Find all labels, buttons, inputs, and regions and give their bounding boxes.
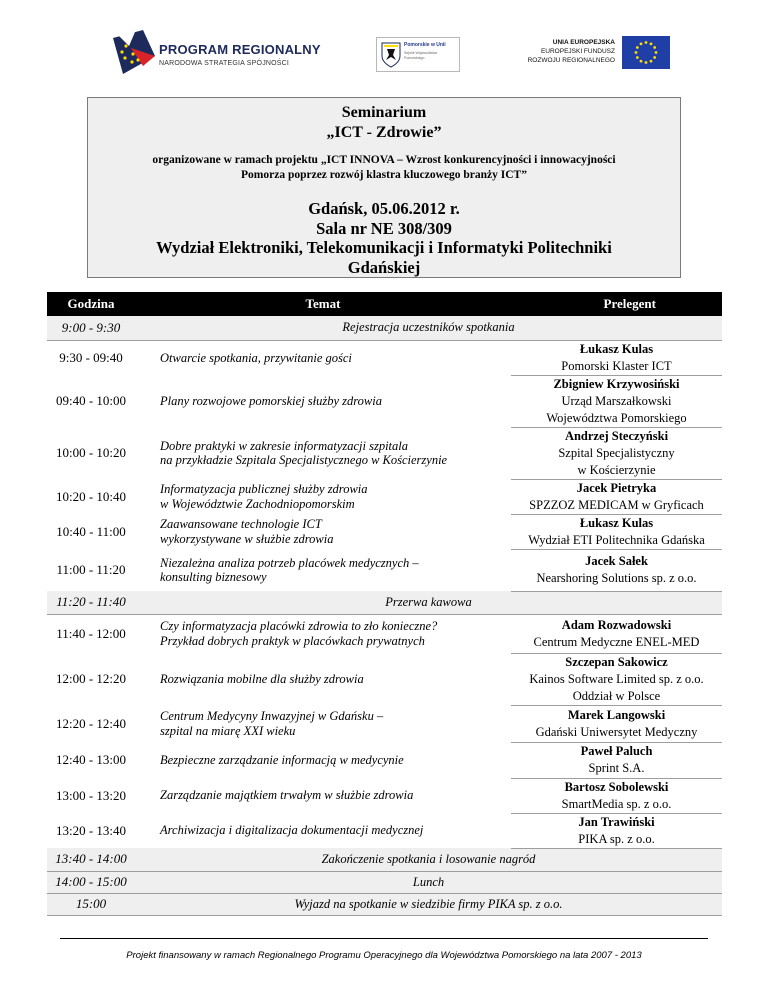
speaker-affiliation: PIKA sp. z o.o. (578, 831, 655, 846)
eu-star-icon (653, 56, 656, 59)
speaker-affiliation: Województwa Pomorskiego (546, 410, 687, 425)
agenda-topic-line: Przykład dobrych praktyk w placówkach prywatnych (160, 633, 425, 648)
agenda-topic (135, 742, 511, 778)
logo-bar (0, 20, 768, 80)
agenda-topic-line: Otwarcie spotkania, przywitanie gości (160, 350, 352, 365)
agenda-time: 09:40 - 10:00 (55, 393, 127, 408)
speaker-affiliation: Kainos Software Limited sp. z o.o. (529, 671, 704, 686)
agenda-row (47, 742, 722, 778)
event-venue-line-1: Wydział Elektroniki, Telekomunikacji i Informatyki Politechniki (156, 238, 612, 257)
agenda-break-label: Zakończenie spotkania i losowanie nagród (135, 848, 722, 871)
eu-star-icon (636, 46, 639, 49)
agenda-topic (135, 705, 511, 742)
agenda-speaker (511, 614, 722, 653)
organizer-line-2: Pomorza poprzez rozwój klastra kluczowego branży ICT” (241, 168, 527, 181)
agenda-topic-line: w Województwie Zachodniopomorskim (160, 496, 355, 511)
agenda-topic (135, 549, 511, 591)
agenda-row (47, 340, 722, 375)
agenda-topic-line: Plany rozwojowe pomorskiej służby zdrowia (160, 393, 382, 408)
program-regionalny-logo (113, 30, 321, 78)
event-location (88, 199, 680, 277)
agenda-body (47, 292, 722, 915)
agenda-time: 10:40 - 11:00 (56, 523, 126, 539)
agenda-topic (135, 514, 511, 549)
speaker-affiliation: Wydział ETI Politechnika Gdańska (528, 532, 705, 547)
eu-line-1: UNIA EUROPEJSKA (552, 39, 615, 46)
agenda-break-row (47, 591, 722, 614)
eu-star-icon (635, 51, 638, 54)
agenda-topic-line: Niezależna analiza potrzeb placówek medycznych – (160, 555, 419, 570)
agenda-topic-line: konsulting biznesowy (160, 570, 267, 584)
agenda-time: 10:00 - 10:20 (55, 445, 127, 460)
speaker-affiliation: SPZZOZ MEDICAM w Gryficach (529, 497, 704, 512)
event-venue-line-2: Gdańskiej (347, 257, 421, 277)
agenda-header-row (47, 292, 722, 316)
seminar-subtitle: „ICT - Zdrowie” (326, 124, 442, 141)
agenda-break-label: Przerwa kawowa (135, 591, 722, 614)
agenda-topic (135, 778, 511, 813)
agenda-topic (135, 653, 511, 705)
speaker-name: Bartosz Sobolewski (564, 779, 669, 794)
agenda-speaker (511, 813, 722, 848)
agenda-time: 11:40 - 12:00 (56, 625, 126, 641)
agenda-topic-line: Dobre praktyki w zakresie informatyzacji szpitala (160, 438, 409, 453)
agenda-topic-line: na przykładzie Szpitala Specjalistycznego w Kościerzynie (160, 453, 448, 467)
eu-star-icon (645, 41, 648, 44)
agenda-topic (135, 479, 511, 514)
agenda-break-label: Lunch (135, 871, 722, 893)
agenda-speaker (511, 340, 722, 375)
program-regionalny-flag-icon (113, 30, 155, 74)
agenda-topic (135, 614, 511, 653)
agenda-speaker (511, 778, 722, 813)
agenda-topic-line: Bezpieczne zarządzanie informacją w medycynie (160, 752, 404, 767)
eu-star-icon (650, 42, 653, 45)
agenda-row (47, 653, 722, 705)
speaker-affiliation: Szpital Specjalistyczny (558, 445, 675, 460)
eu-line-3: ROZWOJU REGIONALNEGO (527, 57, 615, 64)
agenda-speaker (511, 705, 722, 742)
agenda-row (47, 427, 722, 479)
speaker-affiliation: Gdański Uniwersytet Medyczny (535, 724, 698, 739)
agenda-topic-line: Zaawansowane technologie ICT (160, 517, 322, 531)
speaker-name: Jacek Pietryka (576, 480, 657, 495)
agenda-break-row (47, 848, 722, 871)
speaker-name: Łukasz Kulas (579, 515, 654, 530)
agenda-speaker (511, 514, 722, 549)
speaker-affiliation: Nearshoring Solutions sp. z o.o. (536, 571, 697, 585)
eu-star-icon (640, 60, 643, 63)
agenda-speaker (511, 375, 722, 427)
agenda-time: 9:00 - 9:30 (47, 316, 135, 340)
agenda-row (47, 813, 722, 848)
eu-flag-icon (622, 36, 670, 69)
eu-line-2: EUROPEJSKI FUNDUSZ (540, 48, 615, 55)
speaker-affiliation: Oddział w Polsce (572, 688, 661, 703)
eu-star-icon (640, 42, 643, 45)
agenda-row (47, 514, 722, 549)
speaker-affiliation: SmartMedia sp. z o.o. (561, 796, 672, 811)
eu-star-icon (650, 60, 653, 63)
footer-divider (60, 938, 708, 939)
agenda-break-row (47, 893, 722, 915)
agenda-time: 15:00 (47, 893, 135, 915)
agenda-topic-line: Centrum Medycyny Inwazyjnej w Gdańsku – (160, 709, 384, 723)
agenda-row (47, 705, 722, 742)
event-room: Sala nr NE 308/309 (316, 218, 452, 238)
header-time: Godzina (47, 292, 135, 316)
agenda-break-label: Wyjazd na spotkanie w siedzibie firmy PIKA sp. z o.o. (135, 893, 722, 915)
eu-star-icon (645, 61, 648, 64)
pomorskie-logo (376, 37, 460, 72)
agenda-topic-line: Czy informatyzacja placówki zdrowia to zło konieczne? (160, 619, 438, 634)
speaker-affiliation: Pomorski Klaster ICT (561, 358, 672, 373)
header-speaker: Prelegent (511, 292, 722, 316)
agenda-topic (135, 427, 511, 479)
agenda-topic-line: Rozwiązania mobilne dla służby zdrowia (160, 671, 364, 686)
agenda-time: 12:00 - 12:20 (55, 671, 127, 686)
agenda-speaker (511, 479, 722, 514)
organizer-description (88, 153, 680, 182)
agenda-time: 12:40 - 13:00 (55, 752, 127, 767)
speaker-name: Andrzej Steczyński (564, 428, 669, 443)
speaker-affiliation: w Kościerzynie (577, 462, 656, 477)
speaker-name: Szczepan Sakowicz (565, 654, 668, 669)
speaker-name: Łukasz Kulas (579, 341, 654, 356)
agenda-row (47, 479, 722, 514)
event-date: Gdańsk, 05.06.2012 r. (308, 199, 460, 218)
agenda-time: 10:20 - 10:40 (55, 488, 127, 504)
eu-star-icon (655, 51, 658, 54)
speaker-name: Zbigniew Krzywosiński (553, 376, 680, 391)
program-regionalny-tagline: NARODOWA STRATEGIA SPÓJNOŚCI (159, 60, 290, 67)
speaker-name: Marek Langowski (567, 707, 666, 722)
agenda-speaker (511, 427, 722, 479)
agenda-topic (135, 375, 511, 427)
agenda-topic-line: wykorzystywane w służbie zdrowia (160, 531, 334, 546)
pomorskie-crest-icon (381, 42, 401, 68)
agenda-speaker (511, 653, 722, 705)
agenda-topic-line: Archiwizacja i digitalizacja dokumentacji medycznej (160, 823, 424, 838)
seminar-header-box (87, 97, 681, 278)
agenda-time: 13:20 - 13:40 (55, 822, 127, 838)
speaker-name: Paweł Paluch (580, 744, 653, 758)
speaker-name: Adam Rozwadowski (561, 617, 672, 632)
eu-text (528, 38, 615, 65)
agenda-time: 13:40 - 14:00 (47, 848, 135, 871)
agenda-row (47, 549, 722, 591)
agenda-time: 13:00 - 13:20 (55, 787, 127, 803)
speaker-affiliation: Urząd Marszałkowski (561, 393, 672, 408)
agenda-time: 11:00 - 11:20 (56, 562, 126, 577)
speaker-name: Jacek Sałek (585, 554, 648, 568)
agenda-speaker (511, 549, 722, 591)
pomorskie-small-text: Sejmik Województwa Pomorskiego (404, 51, 438, 60)
header-topic: Temat (135, 292, 511, 316)
agenda-topic-line: szpital na miarę XXI wieku (160, 723, 296, 738)
agenda-row (47, 778, 722, 813)
pomorskie-title: Pomorskie w Unii (404, 42, 446, 48)
eu-star-icon (636, 56, 639, 59)
agenda-row (47, 375, 722, 427)
agenda-table (47, 292, 722, 916)
organizer-line-1: organizowane w ramach projektu „ICT INNOVA – Wzrost konkurencyjności i innowacyjności (152, 154, 616, 166)
agenda-row (47, 614, 722, 653)
agenda-topic (135, 340, 511, 375)
agenda-speaker (511, 742, 722, 778)
agenda-time: 11:20 - 11:40 (47, 591, 135, 614)
footer-funding-note: Projekt finansowany w ramach Regionalnego Programu Operacyjnego dla Województwa Pomorskiego na lata 2007 - 2013 (126, 950, 642, 961)
speaker-affiliation: Centrum Medyczne ENEL-MED (533, 634, 700, 649)
eu-logo (520, 36, 670, 76)
program-regionalny-title: PROGRAM REGIONALNY (159, 42, 321, 57)
speaker-affiliation: Sprint S.A. (588, 761, 645, 775)
eu-star-icon (653, 46, 656, 49)
agenda-topic-line: Informatyzacja publicznej służby zdrowia (160, 482, 368, 496)
agenda-time: 12:20 - 12:40 (55, 715, 127, 731)
agenda-time: 9:30 - 09:40 (59, 349, 123, 365)
agenda-break-label: Rejestracja uczestników spotkania (135, 316, 722, 340)
agenda-topic (135, 813, 511, 848)
speaker-name: Jan Trawiński (578, 814, 655, 829)
agenda-topic-line: Zarządzanie majątkiem trwałym w służbie zdrowia (160, 788, 414, 803)
agenda-break-row (47, 871, 722, 893)
agenda-time: 14:00 - 15:00 (47, 871, 135, 893)
agenda-break-row (47, 316, 722, 340)
seminar-title: Seminarium (341, 104, 427, 121)
